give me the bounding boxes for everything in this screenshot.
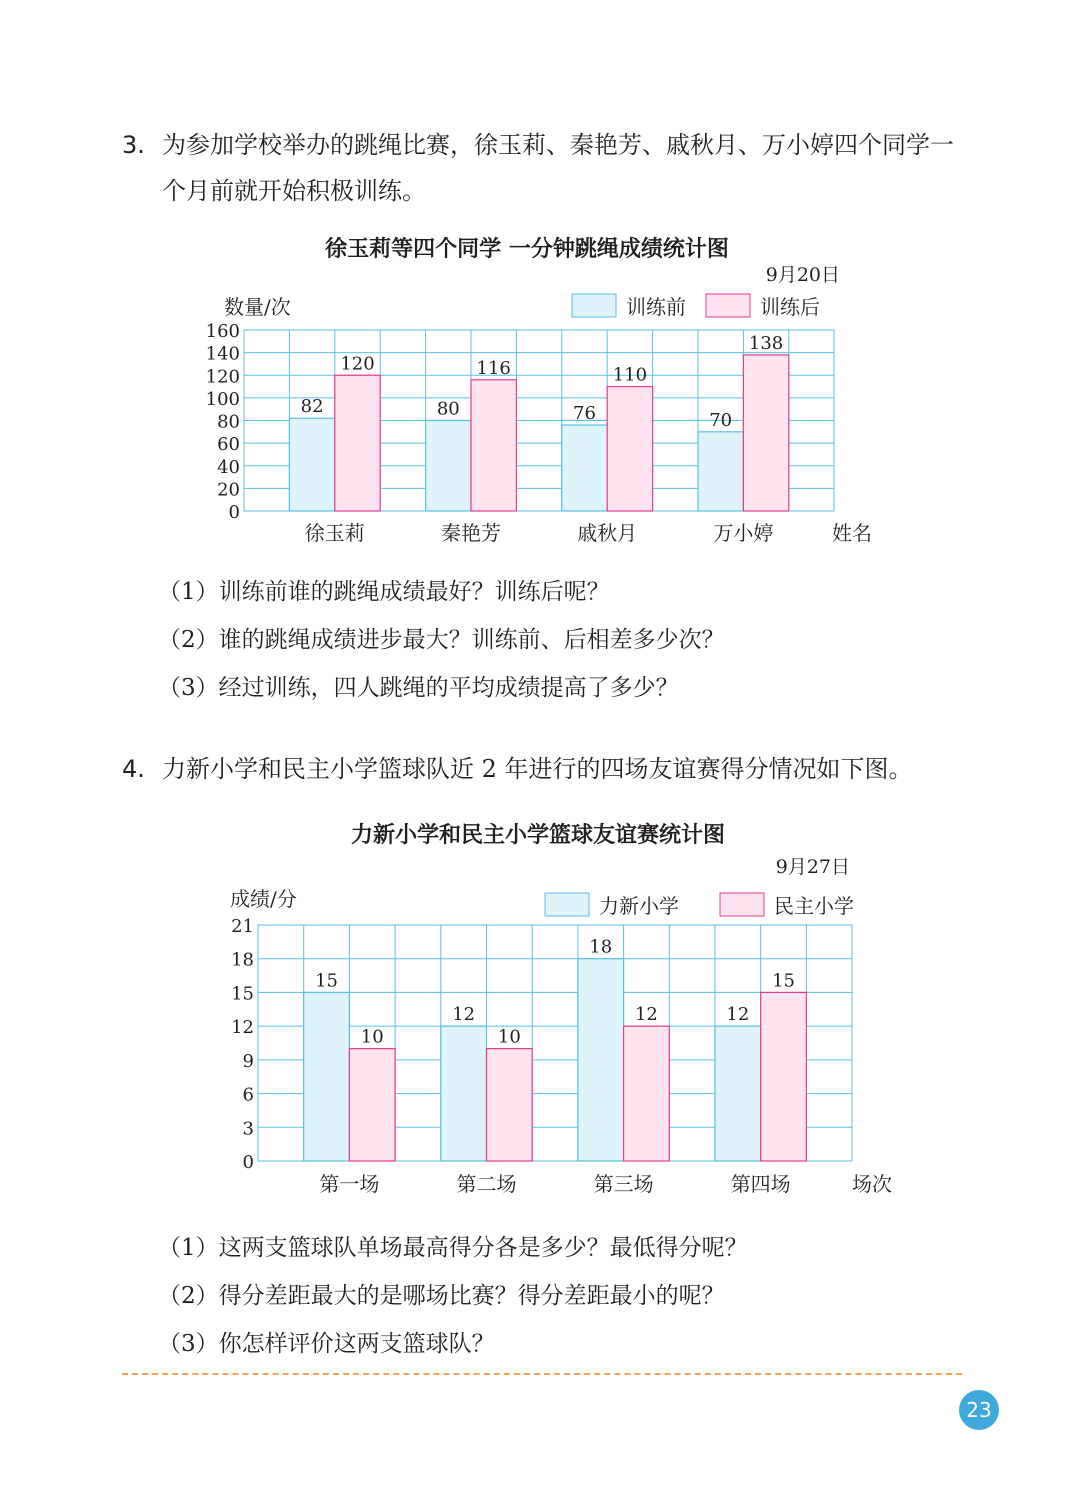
y-tick-label: 160: [205, 321, 240, 342]
x-tick-label: 徐玉莉: [304, 521, 365, 545]
x-tick-label: 秦艳芳: [441, 521, 501, 545]
problem-3-question-2: （2）谁的跳绳成绩进步最大？训练前、后相差多少次？: [158, 627, 725, 653]
legend-swatch: [545, 893, 589, 916]
y-tick-label: 100: [205, 388, 240, 410]
legend-swatch: [572, 294, 616, 317]
bar-b: [349, 1049, 395, 1161]
x-axis-label: 场次: [852, 1172, 892, 1196]
y-tick-label: 0: [228, 502, 240, 523]
legend-swatch: [720, 893, 764, 916]
data-label: 12: [452, 1004, 476, 1026]
problem-4-number: 4.: [122, 755, 145, 783]
problem-4-question-2: （2）得分差距最大的是哪场比赛？得分差距最小的呢？: [158, 1283, 725, 1309]
x-tick-label: 第二场: [456, 1172, 517, 1196]
x-axis-label: 姓名: [832, 521, 872, 545]
data-label: 116: [476, 357, 511, 379]
data-label: 120: [340, 353, 375, 375]
data-label: 80: [436, 398, 460, 420]
footer-divider: [122, 1373, 962, 1375]
y-axis-label: 成绩/分: [230, 887, 297, 911]
y-tick-label: 140: [205, 343, 240, 365]
chart-title: 徐玉莉等四个同学 一分钟跳绳成绩统计图: [325, 237, 729, 262]
bar-b: [743, 355, 788, 511]
chart-date: 9月27日: [775, 856, 850, 878]
data-label: 82: [300, 396, 324, 418]
data-label: 70: [709, 409, 733, 431]
y-tick-label: 40: [217, 456, 240, 478]
problem-3: [122, 122, 967, 214]
data-label: 10: [360, 1026, 384, 1048]
problem-4-question-1: （1）这两支篮球队单场最高得分各是多少？最低得分呢？: [158, 1235, 748, 1261]
bar-b: [624, 1026, 670, 1161]
bar-b: [335, 375, 380, 511]
problem-3-number: 3.: [122, 131, 145, 159]
y-tick-label: 80: [217, 411, 240, 433]
bar-a: [289, 418, 334, 511]
y-tick-label: 6: [242, 1084, 254, 1106]
y-tick-label: 21: [231, 916, 254, 937]
data-label: 12: [726, 1004, 750, 1026]
bar-a: [441, 1026, 487, 1161]
chart-1: [0, 220, 1082, 550]
y-tick-label: 0: [242, 1152, 254, 1173]
bar-a: [304, 992, 350, 1161]
page-number-badge: 23: [959, 1390, 999, 1430]
bar-a: [578, 959, 624, 1161]
problem-3-text: 为参加学校举办的跳绳比赛，徐玉莉、秦艳芳、戚秋月、万小婷四个同学一个月前就开始积极训练。: [162, 131, 954, 205]
x-tick-label: 第一场: [319, 1172, 380, 1196]
problem-3-question-1: （1）训练前谁的跳绳成绩最好？训练后呢？: [158, 579, 610, 605]
bar-b: [471, 380, 516, 511]
y-tick-label: 3: [242, 1118, 254, 1140]
x-tick-label: 第三场: [593, 1172, 654, 1196]
data-label: 10: [497, 1026, 521, 1048]
y-tick-label: 12: [231, 1017, 254, 1039]
x-tick-label: 第四场: [730, 1172, 791, 1196]
chart-date: 9月20日: [765, 264, 840, 286]
problem-3-question-3: （3）经过训练，四人跳绳的平均成绩提高了多少？: [158, 675, 679, 701]
data-label: 15: [772, 970, 796, 992]
bar-b: [487, 1049, 533, 1161]
bar-a: [426, 421, 471, 512]
y-tick-label: 120: [205, 366, 240, 388]
y-tick-label: 9: [242, 1050, 254, 1072]
data-label: 110: [612, 364, 648, 386]
y-tick-label: 15: [231, 983, 254, 1005]
bar-a: [698, 432, 743, 511]
problem-4-question-3: （3）你怎样评价这两支篮球队？: [158, 1331, 495, 1357]
problem-4: [122, 746, 967, 792]
data-label: 15: [315, 970, 339, 992]
legend-label: 训练前: [626, 295, 686, 319]
legend-label: 训练后: [760, 295, 820, 319]
x-tick-label: 万小婷: [713, 521, 774, 545]
chart-title: 力新小学和民主小学篮球友谊赛统计图: [350, 823, 726, 848]
data-label: 18: [589, 936, 613, 958]
legend-label: 力新小学: [599, 894, 679, 918]
y-axis-label: 数量/次: [224, 295, 291, 319]
legend-label: 民主小学: [774, 894, 854, 918]
bar-a: [562, 425, 607, 511]
legend-swatch: [706, 294, 750, 317]
chart-2: [0, 810, 1082, 1205]
y-tick-label: 18: [231, 949, 254, 971]
data-label: 12: [634, 1004, 658, 1026]
y-tick-label: 20: [217, 479, 240, 501]
x-tick-label: 戚秋月: [577, 521, 638, 545]
data-label: 76: [573, 403, 596, 425]
problem-4-text: 力新小学和民主小学篮球队近 2 年进行的四场友谊赛得分情况如下图。: [162, 755, 913, 783]
data-label: 138: [748, 332, 784, 354]
bar-b: [761, 992, 807, 1161]
bar-b: [607, 387, 652, 511]
y-tick-label: 60: [217, 434, 240, 456]
bar-a: [715, 1026, 761, 1161]
